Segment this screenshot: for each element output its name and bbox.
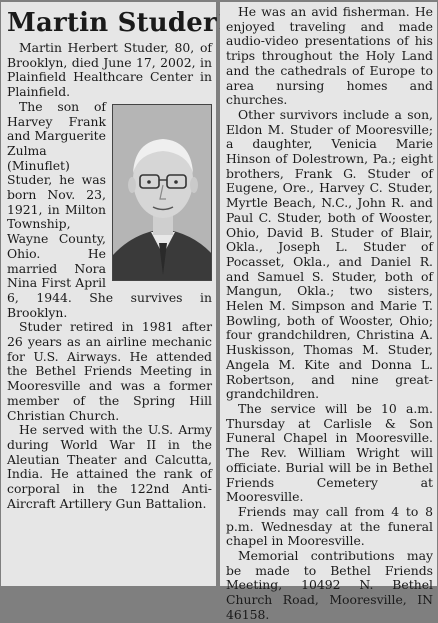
paragraph-service: The service will be 10 a.m. Thursday at Carlisle & Son Funeral Chapel in Mooresville. The Rev. William Wright will officiate. Burial will be in Bethel Friends Cemetery at Mooresville. xyxy=(226,400,433,505)
headline-text: Martin Studer xyxy=(7,8,217,38)
paragraph-family: The son of Harvey Frank and Marguerite Zulma (Minuflet) Studer, he was born Nov. 23, 1921, in Milton Township, Wayne County, Ohio. He married Nora Nina First April 6, 1944. She survives in Brooklyn. xyxy=(7,98,212,320)
paragraph-death: Martin Herbert Studer, 80, of Brooklyn, died June 17, 2002, in Plainfield Healthcare Center in Plainfield. xyxy=(7,40,212,100)
paragraph-military: He served with the U.S. Army during World War II in the Aleutian Theater and Calcutta, India. He attained the rank of corporal in the 122nd Anti-Aircraft Artillery Gun Battalion. xyxy=(7,422,212,511)
paragraph-hobbies: He was an avid fisherman. He enjoyed traveling and made audio-video presentations of his trips throughout the Holy Land and the cathedrals of Europe to area nursing homes and churches. xyxy=(226,4,433,108)
right-column xyxy=(220,2,437,622)
paragraph-memorial: Memorial contributions may be made to Bethel Friends Meeting, 10492 N. Bethel Church Road, Mooresville, IN 46158. xyxy=(226,548,433,622)
paragraph-visitation: Friends may call from 4 to 8 p.m. Wednesday at the funeral chapel in Mooresville. xyxy=(226,503,433,549)
left-column xyxy=(1,2,216,586)
portrait-photo xyxy=(112,104,212,281)
paragraph-survivors: Other survivors include a son, Eldon M. Studer of Mooresville; a daughter, Venicia Marie Hinson of Dolestrown, Pa.; eight brothers, Frank G. Studer of Eugene, Ore., Harvey C. Studer, Myrtle Beach, N.C., John R. and Paul C. Studer, both of Wooster, Ohio, David B. Studer of Blair, Okla., Joseph L. Studer of Pocasset, Okla., and Daniel R. and Samuel S. Studer, both of Mangun, Okla.; two sisters, Helen M. Simpson and Marie T. Bowling, both of Wooster, Ohio; four grandchildren, Christina A. Huskisson, Thomas M. Studer, Angela M. Kite and Donna L. Robertson, and nine great-grandchildren. xyxy=(226,106,433,402)
paragraph-career: Studer retired in 1981 after 26 years as an airline mechanic for U.S. Airways. He attended the Bethel Friends Meeting in Mooresville and was a former member of the Spring Hill Christian Church. xyxy=(7,319,212,423)
headline xyxy=(7,8,217,38)
